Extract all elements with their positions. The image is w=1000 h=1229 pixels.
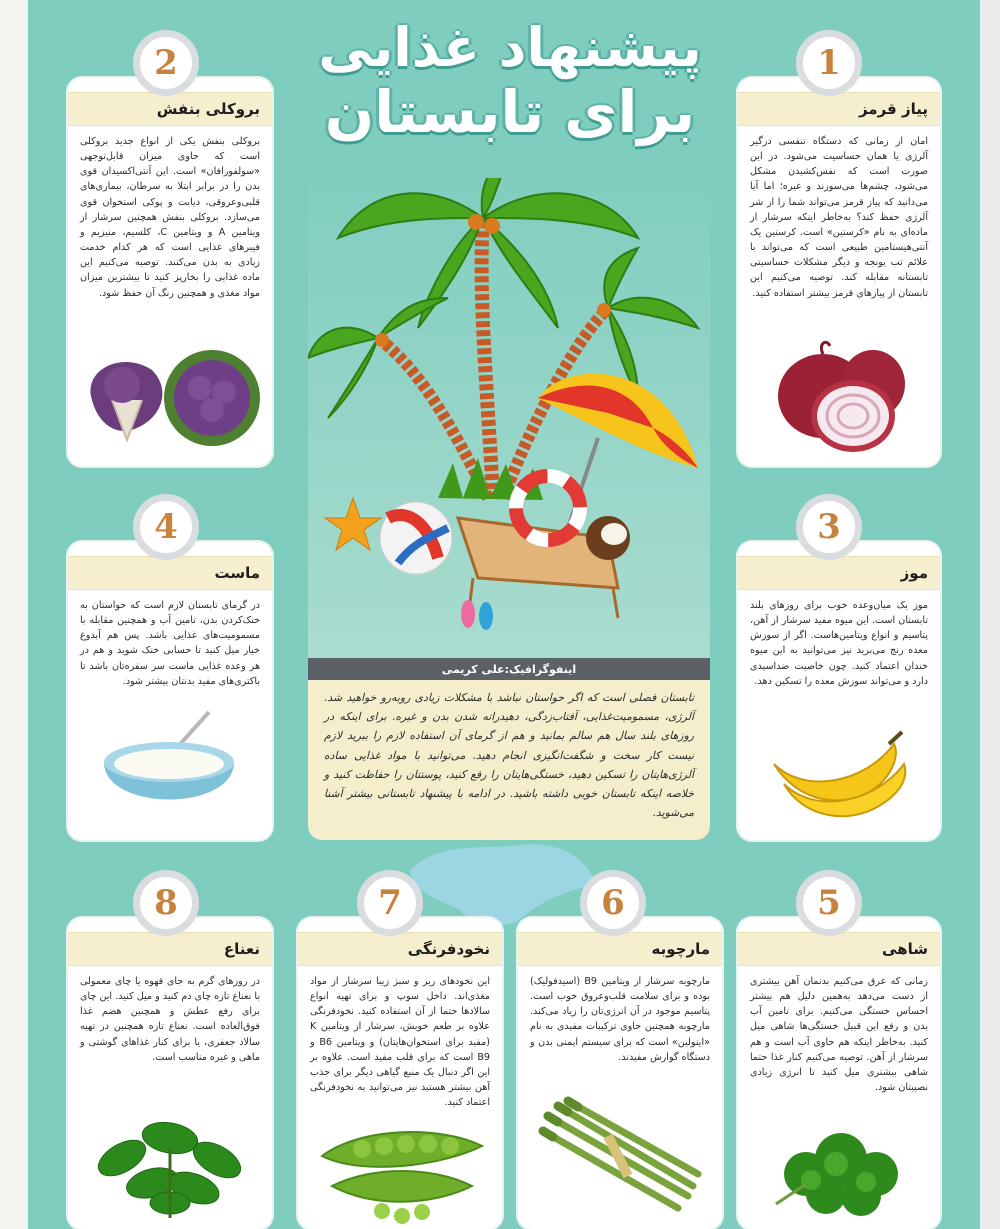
card-text: در گرمای تابستان لازم است که حواستان به خنک‌کردن بدن، تامین آب و همچنین مقابله با مسمومیت‌های غذایی باشد. پس هم آبدوغ خیار میل کنید تا حسابی خنک شوید و هم در هر وعده غذایی ماست سر سفره‌تان باشد تا باکتری‌های مفید بدنتان بیشتر شود. (80, 600, 260, 687)
food-card-banana (738, 542, 940, 840)
card-title: پیاز قرمز (738, 92, 940, 126)
card-text: زمانی که عرق می‌کنیم بدنمان آهن بیشتری از دست می‌دهد به‌همین دلیل هم بیشتر احساس خستگی می‌کنیم. برای تامین آب بدن و رفع این قبیل خستگی‌ها شاهی میل کنید. به‌خاطر اینکه هم حاوی آب است و هم سرشار از آهن. توصیه می‌کنیم کنار غذا حتما شاهی بیشتری میل کنید تا انرژی زیادی نصیبتان شود. (750, 976, 928, 1094)
bananas-image (764, 724, 914, 824)
card-title: نخودفرنگی (298, 932, 502, 966)
card-text: بروکلی بنفش یکی از انواع جدید بروکلی است که حاوی میزان قابل‌توجهی «سولفورافان» است. این آنتی‌اکسیدان قوی بدن را در برابر ابتلا به سرطان، بیماری‌های قلبی‌وعروقی، دیابت و پوکی استخوان قوی می‌سازد. بروکلی بنفش همچنین سرشار از ویتامین A و ویتامین C، کلسیم، منیزیم و فیبرهای غذایی است که هر کدام خدمت زیادی به بدن می‌کنند. توصیه می‌کنیم این ماده غذایی را بخارپز کنید تا بیشترین میزان مواد مغذی و همچنین رنگ آن حفظ شود. (80, 136, 260, 299)
card-text: در روزهای گرم به جای قهوه یا چای معمولی با نعناع تازه چای دم کنید و میل کنید. این چای برای رفع عطش و همچنین هضم غذا فوق‌العاده است. نعناع تازه همچنین در تهیه سالاد جعفری، یا برای کنار غذاهای گوشتی و ماهی و غیره مناسب است. (80, 976, 260, 1063)
title-line-2: برای تابستان (324, 78, 696, 147)
right-page-margin (980, 0, 1000, 1229)
card-title: نعناع (68, 932, 272, 966)
purple-broccoli-image (72, 340, 268, 460)
mint-image (82, 1098, 258, 1224)
food-card-purple-broccoli (68, 78, 272, 466)
card-text: امان از زمانی که دستگاه تنفسی درگیر آلرژی یا همان حساسیت می‌شود. در این صورت است که نفس‌کشیدن مشکل می‌شود، چشم‌ها می‌سوزند و غیره؛ اما آیا می‌دانید که پیاز قرمز می‌تواند شما را از شر آلرژی حفظ کند؟ به‌خاطر اینکه سرشار از ماده‌ای به نام «کرستین» است. کرستین یک آنتی‌هیستامین طبیعی است که می‌تواند با علائم تب یونجه و دیگر مشکلات حساسیتی تابستانه مقابله کند. توصیه می‌کنیم این تابستان از پیازهای قرمز بیشتر استفاده کنید. (750, 136, 928, 299)
card-number-badge: 2 (133, 30, 199, 96)
beach-illustration-panel (308, 178, 710, 658)
red-onion-image (768, 336, 918, 456)
card-text: مارچوبه سرشار از ویتامین B9 (اسیدفولیک) بوده و برای سلامت قلب‌وعروق خوب است. پتاسیم موجود در آن انرژی‌تان را زیاد می‌کند. مارچوبه همچنین حاوی ترکیبات مفیدی به نام «اینولین» است که برای سیستم ایمنی بدن و دستگاه گوارش مفیدند. (530, 976, 711, 1063)
food-card-mint (68, 918, 272, 1229)
card-number-badge: 7 (357, 870, 423, 936)
infographic-credit: اینفوگرافیک:علی کریمی (308, 658, 710, 680)
card-number-badge: 6 (580, 870, 646, 936)
card-title: ماست (68, 556, 272, 590)
card-number-badge: 4 (133, 494, 199, 560)
left-page-margin (0, 0, 28, 1229)
card-text: این نخودهای ریز و سبز زیبا سرشار از مواد مغذی‌اند. داخل سوپ و برای تهیه انواع سالادها حتما از آن استفاده کنید. نخودفرنگی علاوه بر طعم خوبش، سرشار از ویتامین K (مفید برای استخوان‌هایتان) و ویتامین B6 و B9 است که برای قلب مفید است. علاوه بر این اگر دنبال یک منبع گیاهی دیگر برای جذب آهن بیشتر هستید نیز می‌توانید به نخودفرنگی اعتماد کنید. (310, 976, 490, 1109)
asparagus-image (538, 1096, 702, 1222)
card-number-badge: 8 (133, 870, 199, 936)
card-title: مارچوبه (518, 932, 722, 966)
card-number-badge: 5 (796, 870, 862, 936)
food-card-red-onion (738, 78, 940, 466)
beach-illustration (308, 178, 710, 658)
card-number-badge: 3 (796, 494, 862, 560)
infographic-title (300, 18, 720, 168)
watercress-image (766, 1124, 916, 1224)
card-title: شاهی (738, 932, 940, 966)
water-splash-decoration (400, 840, 600, 930)
card-number-badge: 1 (796, 30, 862, 96)
yogurt-bowl-image (94, 702, 244, 822)
food-card-yogurt (68, 542, 272, 840)
card-title: بروکلی بنفش (68, 92, 272, 126)
food-card-green-peas (298, 918, 502, 1229)
intro-text: تابستان فصلی است که اگر حواستان نباشد با مشکلات زیادی روبه‌رو خواهید شد. آلرژی، مسمومیت‌غذایی، آفتاب‌زدگی، دهیدراته شدن بدن و غیره. برای اینکه در روزهای بلند سال هم سالم بمانید و هم از گرمای آن استفاده لازم را ببرید لازم نیست کار سخت و شگفت‌انگیزی انجام دهید. می‌توانید با مواد غذایی ساده آلرژی‌هایتان را تسکین دهید، خستگی‌هایتان را رفع کنید، پوستتان را حفاظت کنید و خلاصه اینکه تابستان خوبی داشته باشید. در ادامه با پیشنهاد تابستانی بیشتر آشنا می‌شوید. (308, 680, 710, 840)
food-card-watercress (738, 918, 940, 1229)
food-card-asparagus (518, 918, 722, 1229)
title-line-1: پیشنهاد غذایی (318, 16, 702, 79)
card-title: موز (738, 556, 940, 590)
green-peas-image (312, 1116, 488, 1226)
card-text: موز یک میان‌وعده خوب برای روزهای بلند تابستان است. این میوه مفید سرشار از آهن، پتاسیم و انواع ویتامین‌هاست. اگر از سوزش معده رنج می‌برید نیز می‌توانید به این میوه خندان اعتماد کنید. چون خاصیت ضداسیدی دارد و می‌تواند سوزش معده را تسکین دهد. (750, 600, 928, 687)
